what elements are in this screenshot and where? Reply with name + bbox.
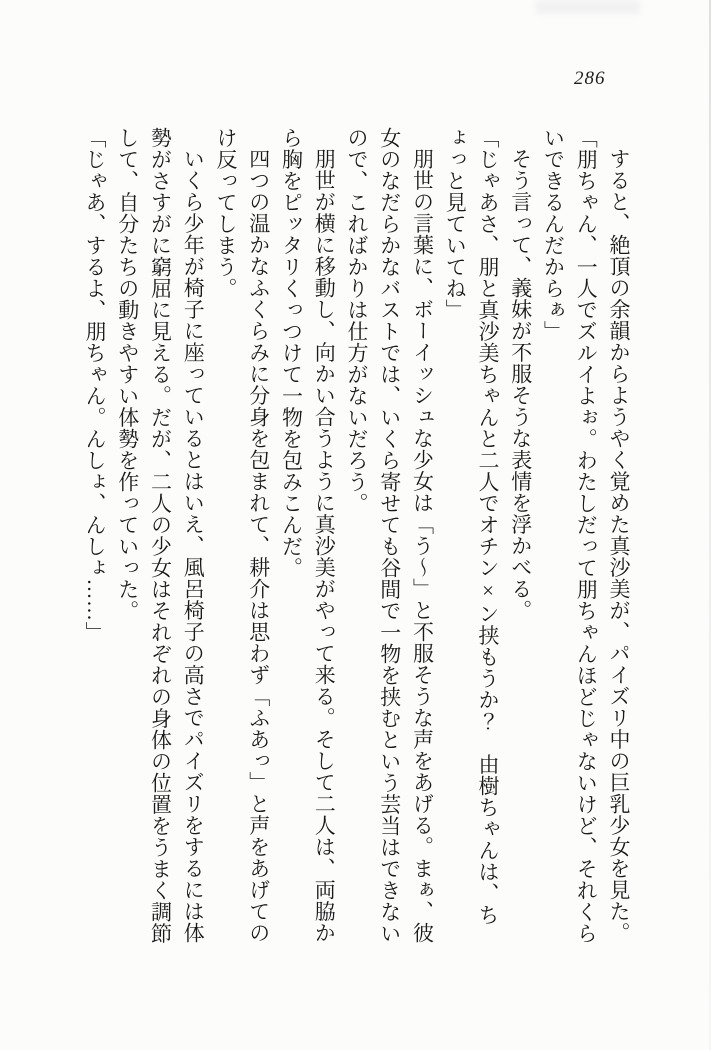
paragraph-narrative: そう言って、義妹が不服そうな表情を浮かべる。	[508, 148, 533, 621]
paragraph-dialogue: 「じゃあさ、朋と真沙美ちゃんと二人でオチン×ン挟もうか？ 由樹ちゃんは、ちょっと見ていてね」	[443, 127, 500, 926]
paragraph-dialogue: 「じゃあ、するよ、朋ちゃん。んしょ、んしょ……」	[83, 127, 107, 643]
scan-artifact-top	[536, 0, 640, 14]
paragraph-narrative: いくら少年が椅子に座っているとはいえ、風呂椅子の高さでパイズリをするには体勢がさすがに窮屈に見える。だが、二人の少女はそれぞれの身体の位置をうまく調節して、自分たちの動きやすい体勢を作っていった。	[115, 127, 206, 944]
page-number: 286	[574, 68, 606, 89]
paragraph-narrative: 朋世が横に移動し、向かい合うように真沙美がやって来る。そして二人は、両脇から胸をピッタリくっつけて一物を包みこんだ。	[279, 127, 337, 944]
paragraph-narrative: すると、絶頂の余韻からようやく覚めた真沙美が、パイズリ中の巨乳少女を見た。	[607, 148, 631, 944]
paragraph-narrative: 朋世の言葉に、ボーイッシュな少女は「う～」と不服そうな声をあげる。まぁ、彼女のなだらかなバストでは、いくら寄せても谷間で一物を挟むという芸当はできないので、こればかりは仕方がないだろう。	[345, 127, 435, 944]
paragraph-dialogue: 「朋ちゃん、一人でズルイよぉ。わたしだって朋ちゃんほどじゃないけど、それくらいできるんだからぁ」	[541, 127, 599, 944]
paragraph-narrative: 四つの温かなふくらみに分身を包まれて、耕介は思わず「ふあっ」と声をあげてのけ反ってしまう。	[214, 127, 271, 944]
body-text	[77, 127, 635, 945]
